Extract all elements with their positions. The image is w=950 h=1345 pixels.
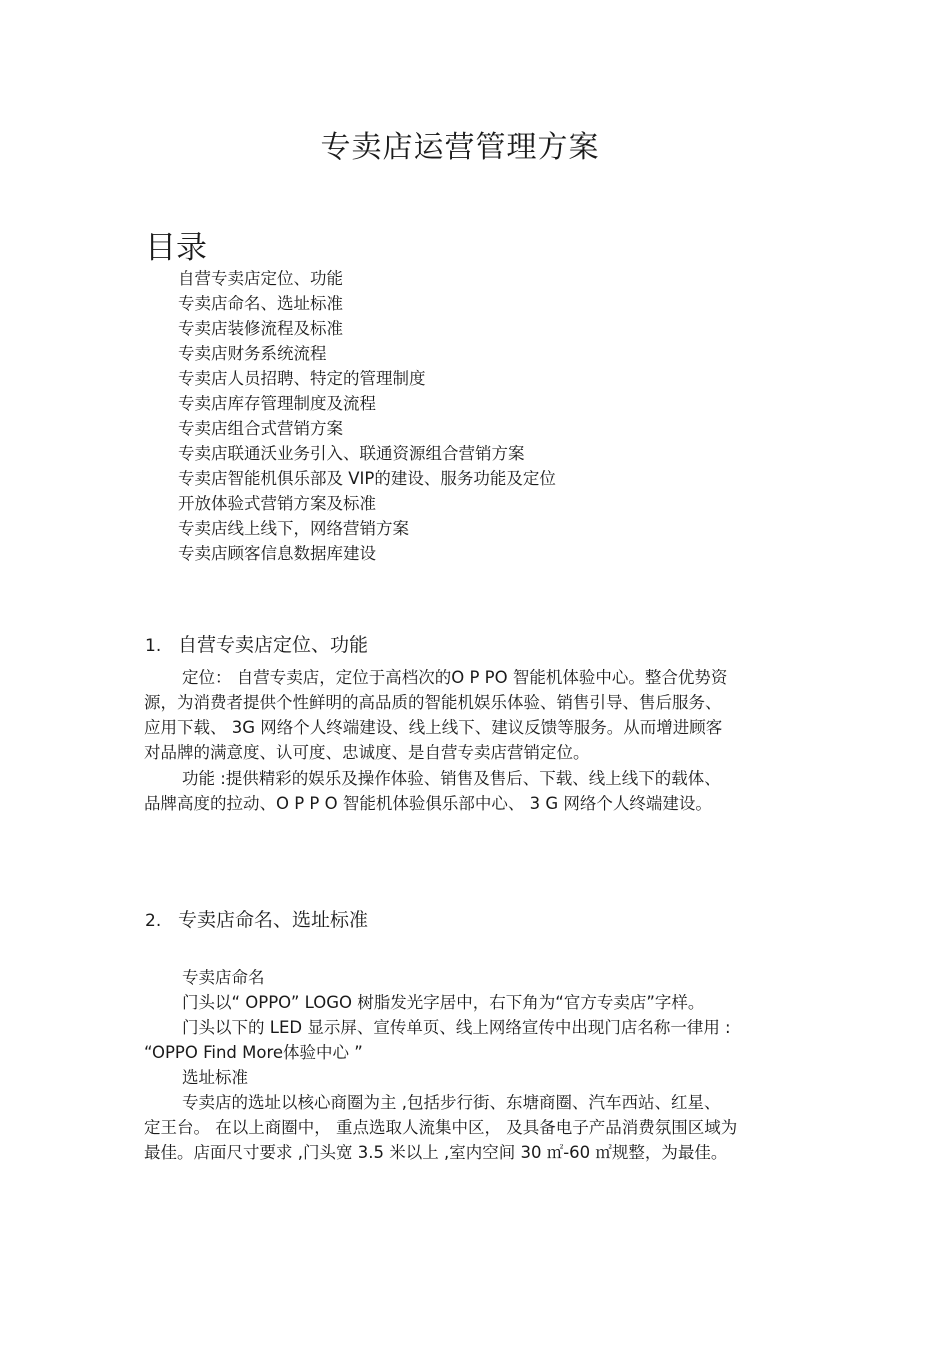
toc-item: 专卖店线上线下，网络营销方案 (178, 519, 409, 538)
paragraph-line: 对品牌的满意度、认可度、忠诚度、是自营专卖店营销定位。 (144, 743, 590, 762)
section-1-title: 自营专卖店定位、功能 (178, 634, 369, 656)
toc-item: 自营专卖店定位、功能 (178, 269, 343, 288)
toc-item: 开放体验式营销方案及标准 (178, 494, 376, 513)
toc-item: 专卖店组合式营销方案 (178, 419, 343, 438)
paragraph-line: 品牌高度的拉动、O P P O 智能机体验俱乐部中心、 3 G 网络个人终端建设。 (144, 794, 712, 813)
paragraph-line: 源，为消费者提供个性鲜明的高品质的智能机娱乐体验、销售引导、售后服务、 (144, 693, 722, 712)
section-1-heading (145, 630, 368, 657)
section-1-positioning-paragraph (144, 665, 804, 765)
toc-item: 专卖店财务系统流程 (178, 344, 327, 363)
toc-item: 专卖店联通沃业务引入、联通资源组合营销方案 (178, 444, 525, 463)
toc-item: 专卖店装修流程及标准 (178, 319, 343, 338)
toc-list (178, 266, 556, 566)
section-2-title: 专卖店命名、选址标准 (178, 909, 369, 931)
document-title: 专卖店运营管理方案 (320, 130, 600, 165)
subheading-naming: 专卖店命名 (182, 968, 265, 987)
paragraph-line: 功能 :提供精彩的娱乐及操作体验、销售及售后、下载、线上线下的载体、 (182, 769, 721, 788)
toc-item: 专卖店顾客信息数据库建设 (178, 544, 376, 563)
section-1-number: 1. (145, 636, 162, 656)
section-2-body (144, 965, 804, 1165)
toc-item: 专卖店库存管理制度及流程 (178, 394, 376, 413)
toc-heading: 目录 (145, 230, 207, 266)
section-1-function-paragraph (144, 766, 804, 816)
paragraph-line: 应用下载、 3G 网络个人终端建设、线上线下、建议反馈等服务。从而增进顾客 (144, 718, 723, 737)
paragraph-line: 最佳。店面尺寸要求 ,门头宽 3.5 米以上 ,室内空间 30 ㎡-60 ㎡规整，为最佳。 (144, 1143, 728, 1162)
paragraph-line: 定王台。 在以上商圈中， 重点选取人流集中区， 及具备电子产品消费氛围区域为 (144, 1118, 738, 1137)
subheading-site-selection: 选址标准 (182, 1068, 248, 1087)
paragraph-line: 门头以下的 LED 显示屏、宣传单页、线上网络宣传中出现门店名称一律用 : (182, 1018, 731, 1037)
toc-item: 专卖店智能机俱乐部及 VIP的建设、服务功能及定位 (178, 469, 556, 488)
section-2-number: 2. (145, 911, 162, 931)
paragraph-line: 专卖店的选址以核心商圈为主 ,包括步行街、东塘商圈、汽车西站、红星、 (182, 1093, 721, 1112)
section-2-heading (145, 905, 368, 932)
toc-item: 专卖店人员招聘、特定的管理制度 (178, 369, 426, 388)
toc-item: 专卖店命名、选址标准 (178, 294, 343, 313)
paragraph-line: 门头以“ OPPO” LOGO 树脂发光字居中，右下角为“官方专卖店”字样。 (182, 993, 705, 1012)
paragraph-line: 定位： 自营专卖店，定位于高档次的O P PO 智能机体验中心。整合优势资 (182, 668, 728, 687)
paragraph-line: “OPPO Find More体验中心 ” (144, 1043, 363, 1062)
